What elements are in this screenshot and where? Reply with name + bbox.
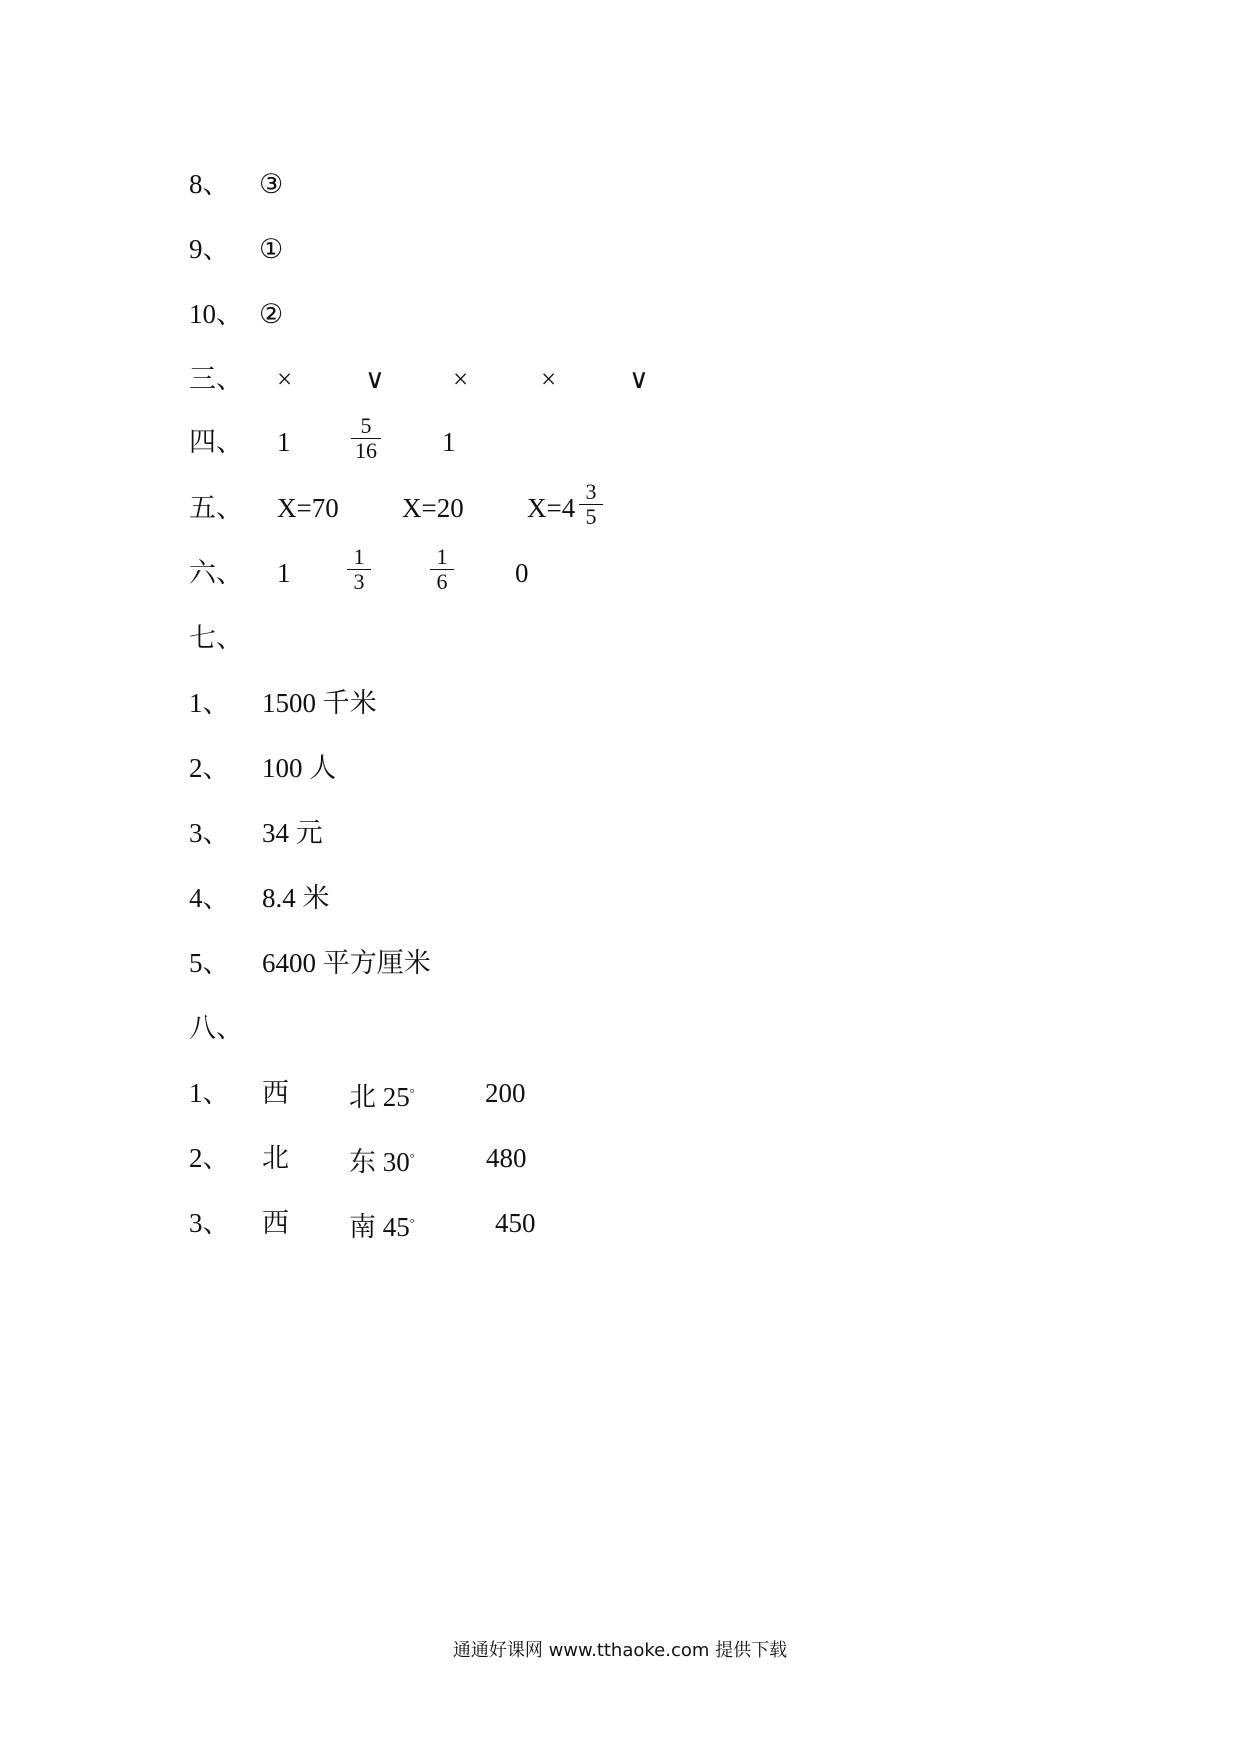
fraction-numerator: 1 [430, 545, 454, 570]
answer-choice: ① [259, 234, 284, 264]
direction-base: 西 [262, 1078, 289, 1108]
angle-text: 南 45 [349, 1212, 410, 1242]
fraction-denominator: 3 [353, 569, 365, 594]
answer-choice: ② [259, 299, 284, 329]
judgment-mark: × [277, 364, 293, 394]
equation-solution: X=20 [402, 493, 464, 523]
row-label: 5、 [189, 948, 230, 978]
distance-value: 480 [486, 1143, 527, 1173]
answer-value: 1 [442, 427, 456, 457]
judgment-mark: ∨ [365, 364, 385, 394]
answer-value: 0 [515, 558, 529, 588]
answer-value: 1 [277, 558, 291, 588]
row-label: 1、 [189, 1078, 230, 1108]
answer-fraction [351, 414, 381, 463]
answer-value: 1 [277, 427, 291, 457]
judgment-mark: × [541, 364, 557, 394]
angle-text: 北 25 [349, 1082, 410, 1112]
row-label: 3、 [189, 1208, 230, 1238]
direction-base: 北 [262, 1143, 289, 1173]
degree-sign: ° [409, 1151, 415, 1165]
fraction-denominator: 5 [585, 504, 597, 529]
page-footer: 通通好课网 www.tthaoke.com 提供下载 [452, 1640, 788, 1661]
direction-angle [349, 1073, 415, 1117]
direction-angle [349, 1203, 415, 1247]
distance-value: 200 [485, 1078, 526, 1108]
direction-angle [349, 1138, 415, 1182]
row-label: 2、 [189, 753, 230, 783]
equation-solution: X=70 [277, 493, 339, 523]
answer-fraction [430, 545, 454, 594]
judgment-mark: × [453, 364, 469, 394]
fraction-numerator: 3 [579, 480, 603, 505]
fraction-numerator: 5 [351, 414, 381, 439]
mixed-fraction-part [579, 480, 603, 529]
section-label: 六、 [189, 558, 243, 588]
section-label: 四、 [189, 427, 243, 457]
equation-solution: X=4 [527, 493, 576, 523]
direction-base: 西 [262, 1208, 289, 1238]
degree-sign: ° [409, 1216, 415, 1230]
angle-text: 东 30 [349, 1147, 410, 1177]
distance-value: 450 [495, 1208, 536, 1238]
fraction-numerator: 1 [347, 545, 371, 570]
answer-value: 1500 千米 [262, 688, 377, 718]
fraction-denominator: 6 [436, 569, 448, 594]
answer-value: 100 人 [262, 753, 337, 783]
section-label: 八、 [189, 1013, 243, 1043]
row-label: 10、 [189, 299, 243, 329]
section-label: 三、 [189, 364, 243, 394]
section-label: 七、 [189, 623, 243, 653]
section-label: 五、 [189, 493, 243, 523]
answer-value: 6400 平方厘米 [262, 948, 431, 978]
degree-sign: ° [409, 1086, 415, 1100]
row-label: 3、 [189, 818, 230, 848]
row-label: 8、 [189, 169, 230, 199]
answer-value: 8.4 米 [262, 883, 330, 913]
row-label: 1、 [189, 688, 230, 718]
answer-value: 34 元 [262, 818, 323, 848]
row-label: 4、 [189, 883, 230, 913]
judgment-mark: ∨ [629, 364, 649, 394]
row-label: 2、 [189, 1143, 230, 1173]
fraction-denominator: 16 [355, 438, 377, 463]
answer-choice: ③ [259, 169, 284, 199]
row-label: 9、 [189, 234, 230, 264]
answer-fraction [347, 545, 371, 594]
